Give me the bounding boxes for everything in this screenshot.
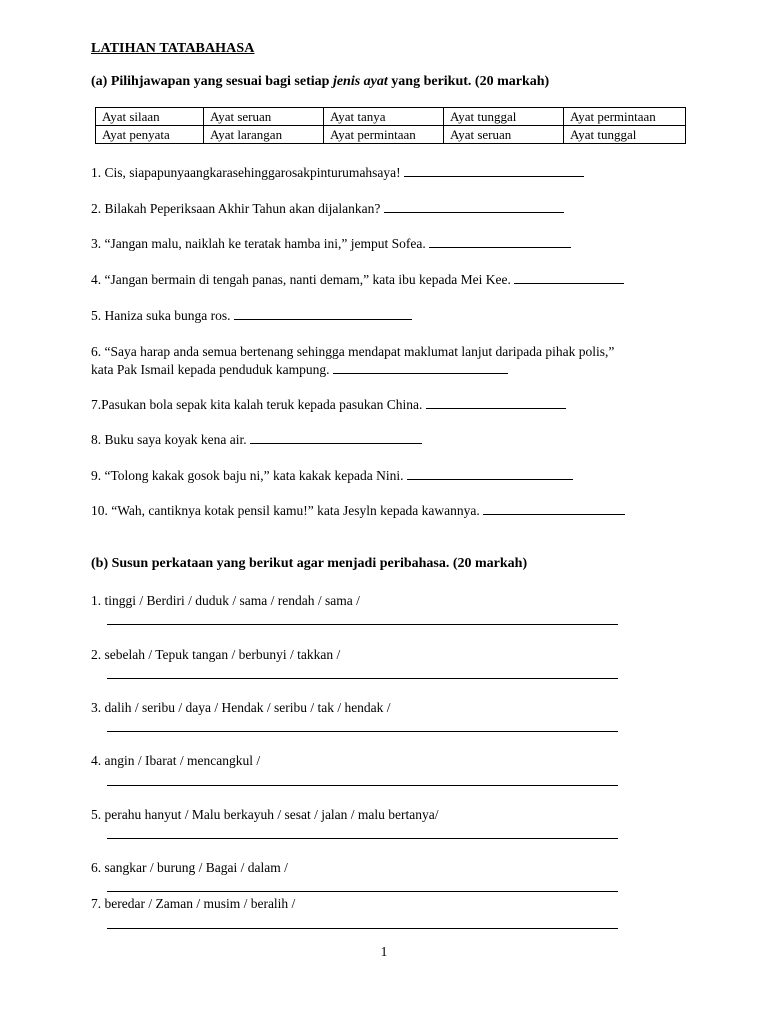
answer-line[interactable] bbox=[107, 838, 618, 839]
question-text: 2. Bilakah Peperiksaan Akhir Tahun akan dijalankan? bbox=[91, 201, 381, 216]
page-number: 1 bbox=[380, 944, 388, 959]
question-text: kata Pak Ismail kepada penduduk kampung. bbox=[91, 362, 330, 377]
question-text: 6. “Saya harap anda semua bertenang sehingga mendapat maklumat lanjut daripada pihak polis,” bbox=[91, 344, 615, 359]
question-text: 1. Cis, siapapunyaangkarasehinggarosakpinturumahsaya! bbox=[91, 165, 401, 180]
section-a-heading bbox=[91, 74, 549, 90]
question-text: 5. Haniza suka bunga ros. bbox=[91, 308, 231, 323]
section-a-heading-pre: (a) Pilihjawapan yang sesuai bagi setiap bbox=[91, 74, 333, 89]
answer-line[interactable] bbox=[107, 928, 618, 929]
answer-line[interactable] bbox=[107, 785, 618, 786]
choices-table bbox=[95, 107, 686, 144]
question-text: 9. “Tolong kakak gosok baju ni,” kata kakak kepada Nini. bbox=[91, 468, 404, 483]
question-1 bbox=[91, 164, 584, 181]
question-7 bbox=[91, 396, 566, 413]
table-row bbox=[96, 126, 686, 144]
table-cell: Ayat permintaan bbox=[564, 108, 686, 126]
question-5 bbox=[91, 307, 412, 324]
question-2 bbox=[91, 200, 564, 217]
answer-line[interactable] bbox=[107, 624, 618, 625]
table-cell: Ayat tunggal bbox=[444, 108, 564, 126]
question-9 bbox=[91, 467, 573, 484]
section-a-heading-italic: jenis ayat bbox=[332, 74, 388, 89]
table-row bbox=[96, 108, 686, 126]
answer-blank[interactable] bbox=[514, 271, 624, 284]
answer-blank[interactable] bbox=[407, 467, 573, 480]
answer-blank[interactable] bbox=[234, 307, 412, 320]
proverb-item-7: 7. beredar / Zaman / musim / beralih / bbox=[91, 896, 296, 911]
answer-line[interactable] bbox=[107, 891, 618, 892]
table-cell: Ayat seruan bbox=[444, 126, 564, 144]
question-6 bbox=[91, 343, 614, 360]
question-3 bbox=[91, 235, 571, 252]
table-cell: Ayat seruan bbox=[204, 108, 324, 126]
question-10 bbox=[91, 502, 625, 519]
section-b-heading: (b) Susun perkataan yang berikut agar menjadi peribahasa. (20 markah) bbox=[91, 556, 528, 571]
answer-blank[interactable] bbox=[250, 431, 422, 444]
question-text: 8. Buku saya koyak kena air. bbox=[91, 432, 247, 447]
question-text: 10. “Wah, cantiknya kotak pensil kamu!” kata Jesyln kepada kawannya. bbox=[91, 503, 480, 518]
table-cell: Ayat larangan bbox=[204, 126, 324, 144]
question-4 bbox=[91, 271, 624, 288]
page-title: LATIHAN TATABAHASA bbox=[91, 41, 255, 56]
question-8 bbox=[91, 431, 422, 448]
proverb-item-1: 1. tinggi / Berdiri / duduk / sama / rendah / sama / bbox=[91, 593, 360, 608]
question-6-continued bbox=[91, 361, 508, 378]
proverb-item-4: 4. angin / Ibarat / mencangkul / bbox=[91, 753, 261, 768]
proverb-item-6: 6. sangkar / burung / Bagai / dalam / bbox=[91, 860, 288, 875]
table-cell: Ayat silaan bbox=[96, 108, 204, 126]
answer-line[interactable] bbox=[107, 678, 618, 679]
proverb-item-2: 2. sebelah / Tepuk tangan / berbunyi / takkan / bbox=[91, 647, 341, 662]
section-a-heading-post: yang berikut. (20 markah) bbox=[387, 74, 550, 89]
answer-blank[interactable] bbox=[429, 235, 571, 248]
proverb-item-3: 3. dalih / seribu / daya / Hendak / seribu / tak / hendak / bbox=[91, 700, 391, 715]
question-text: 4. “Jangan bermain di tengah panas, nanti demam,” kata ibu kepada Mei Kee. bbox=[91, 272, 511, 287]
table-cell: Ayat tunggal bbox=[564, 126, 686, 144]
answer-line[interactable] bbox=[107, 731, 618, 732]
table-cell: Ayat penyata bbox=[96, 126, 204, 144]
answer-blank[interactable] bbox=[384, 200, 564, 213]
table-cell: Ayat tanya bbox=[324, 108, 444, 126]
proverb-item-5: 5. perahu hanyut / Malu berkayuh / sesat / jalan / malu bertanya/ bbox=[91, 807, 439, 822]
question-text: 3. “Jangan malu, naiklah ke teratak hamba ini,” jemput Sofea. bbox=[91, 236, 426, 251]
answer-blank[interactable] bbox=[426, 396, 566, 409]
question-text: 7.Pasukan bola sepak kita kalah teruk kepada pasukan China. bbox=[91, 397, 423, 412]
answer-blank[interactable] bbox=[483, 502, 625, 515]
table-cell: Ayat permintaan bbox=[324, 126, 444, 144]
answer-blank[interactable] bbox=[404, 164, 584, 177]
answer-blank[interactable] bbox=[333, 361, 508, 374]
